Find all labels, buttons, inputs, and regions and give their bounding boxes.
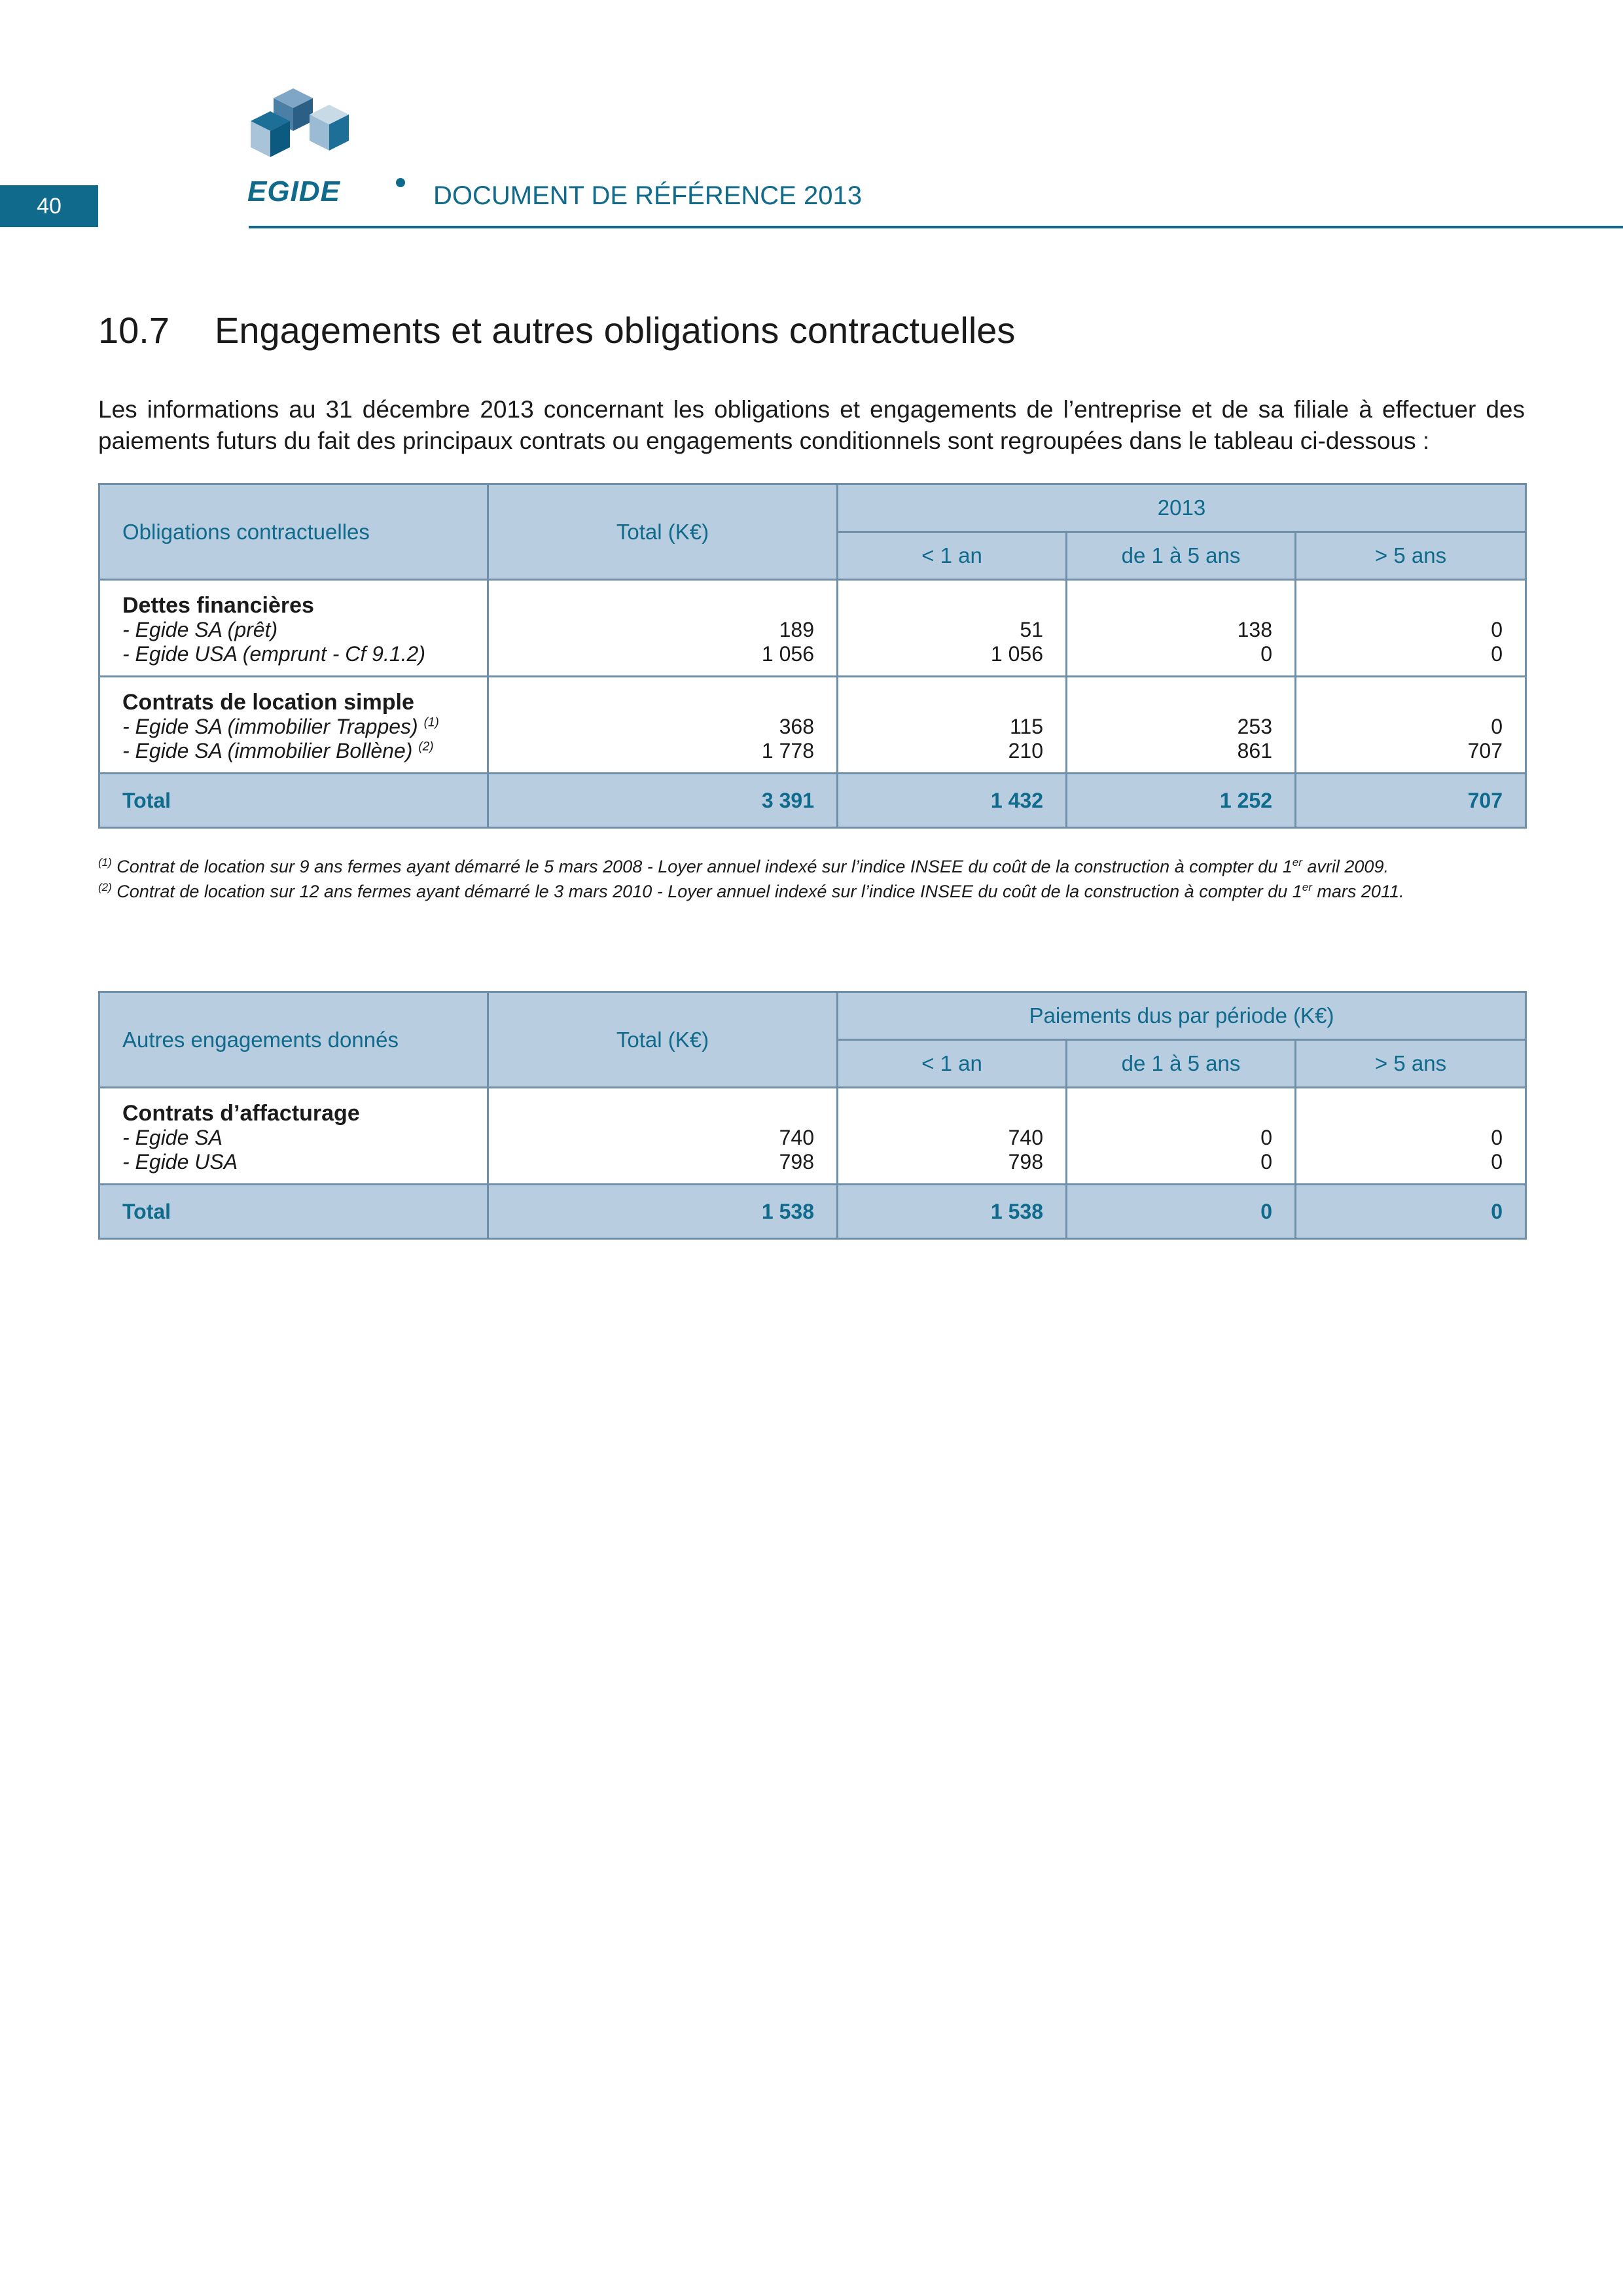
cell-p2: 861 [1237, 739, 1272, 762]
total-p1: 1 538 [838, 1185, 1067, 1239]
header-label: Obligations contractuelles [99, 484, 488, 580]
row-label: - Egide USA (emprunt - Cf 9.1.2) [122, 642, 425, 666]
section-title: Engagements et autres obligations contractuelles [215, 310, 1016, 351]
footnote-ref: (2) [418, 740, 434, 754]
document-title: DOCUMENT DE RÉFÉRENCE 2013 [433, 181, 862, 210]
cell-total: 1 778 [761, 739, 814, 762]
header-period-1: < 1 an [838, 532, 1067, 580]
cell-p1: 740 [1008, 1126, 1043, 1149]
row-label: - Egide SA (immobilier Trappes) [122, 715, 418, 738]
cell-total: 1 056 [761, 642, 814, 666]
total-row [99, 774, 1526, 828]
cell-p2: 0 [1260, 1150, 1272, 1174]
other-commitments-table [98, 991, 1527, 1240]
table-row [99, 677, 1526, 774]
logo-text: EGIDE [247, 175, 340, 207]
cell-p1: 115 [1009, 715, 1043, 738]
group-title: Contrats de location simple [122, 690, 414, 715]
header-period: Paiements dus par période (K€) [838, 992, 1526, 1040]
total-p2: 0 [1067, 1185, 1296, 1239]
cell-p3: 0 [1491, 1126, 1503, 1149]
cell-total: 189 [779, 618, 814, 641]
header-period-3: > 5 ans [1296, 1040, 1526, 1088]
cell-p1: 51 [1020, 618, 1043, 641]
header-period-3: > 5 ans [1296, 532, 1526, 580]
cell-p1: 798 [1008, 1150, 1043, 1174]
cell-p1: 210 [1008, 739, 1043, 762]
cell-p3: 707 [1467, 739, 1503, 762]
cell-total: 740 [779, 1126, 814, 1149]
group-title: Contrats d’affacturage [122, 1101, 360, 1126]
header-period-2: de 1 à 5 ans [1067, 532, 1296, 580]
intro-paragraph: Les informations au 31 décembre 2013 concernant les obligations et engagements de l’entreprise et de sa filiale à effectuer des paiements futurs du fait des principaux contrats ou engagements conditionnels sont regroupées dans le tableau ci-dessous : [98, 396, 1525, 454]
total-p3: 707 [1296, 774, 1526, 828]
total-p1: 1 432 [838, 774, 1067, 828]
table-row [99, 1088, 1526, 1185]
cell-p3: 0 [1491, 618, 1503, 641]
header-label: Autres engagements donnés [99, 992, 488, 1088]
header-bullet [396, 178, 405, 187]
group-title: Dettes financières [122, 593, 314, 618]
row-label: - Egide SA (prêt) [122, 618, 278, 641]
header-period-1: < 1 an [838, 1040, 1067, 1088]
total-total: 1 538 [488, 1185, 838, 1239]
page-number: 40 [0, 185, 98, 227]
cell-p3: 0 [1491, 1150, 1503, 1174]
header-total: Total (K€) [488, 484, 838, 580]
total-p2: 1 252 [1067, 774, 1296, 828]
total-total: 3 391 [488, 774, 838, 828]
section-number: 10.7 [98, 310, 169, 351]
footnotes [98, 854, 1538, 904]
obligations-table [98, 483, 1527, 829]
cell-p2: 0 [1260, 642, 1272, 666]
cell-p2: 138 [1237, 618, 1272, 641]
cell-p3: 0 [1491, 642, 1503, 666]
total-row [99, 1185, 1526, 1239]
footnote-1: $^{(1)}$ Contrat de location sur 9 ans fermes ayant démarré le 5 mars 2008 - Loyer annuel indexé sur l’indice INSEE du coût de la construction à compter du 1er avril 2009. [98, 856, 1389, 876]
row-label: - Egide USA [122, 1150, 238, 1174]
table-row [99, 580, 1526, 677]
footnote-2: $^{(2)}$ Contrat de location sur 12 ans fermes ayant démarré le 3 mars 2010 - Loyer annuel indexé sur l’indice INSEE du coût de la construction à compter du 1er mars 2011. [98, 881, 1404, 901]
total-p3: 0 [1296, 1185, 1526, 1239]
footnote-ref: (1) [423, 715, 439, 730]
cell-p2: 253 [1237, 715, 1272, 738]
cell-p1: 1 056 [990, 642, 1043, 666]
row-label: - Egide SA [122, 1126, 223, 1149]
header-rule [249, 226, 1623, 228]
header-total: Total (K€) [488, 992, 838, 1088]
header-period: 2013 [838, 484, 1526, 532]
header-period-2: de 1 à 5 ans [1067, 1040, 1296, 1088]
total-label: Total [99, 774, 488, 828]
cell-total: 368 [779, 715, 814, 738]
cell-p2: 0 [1260, 1126, 1272, 1149]
cell-p3: 0 [1491, 715, 1503, 738]
total-label: Total [99, 1185, 488, 1239]
row-label: - Egide SA (immobilier Bollène) [122, 739, 413, 762]
cell-total: 798 [779, 1150, 814, 1174]
